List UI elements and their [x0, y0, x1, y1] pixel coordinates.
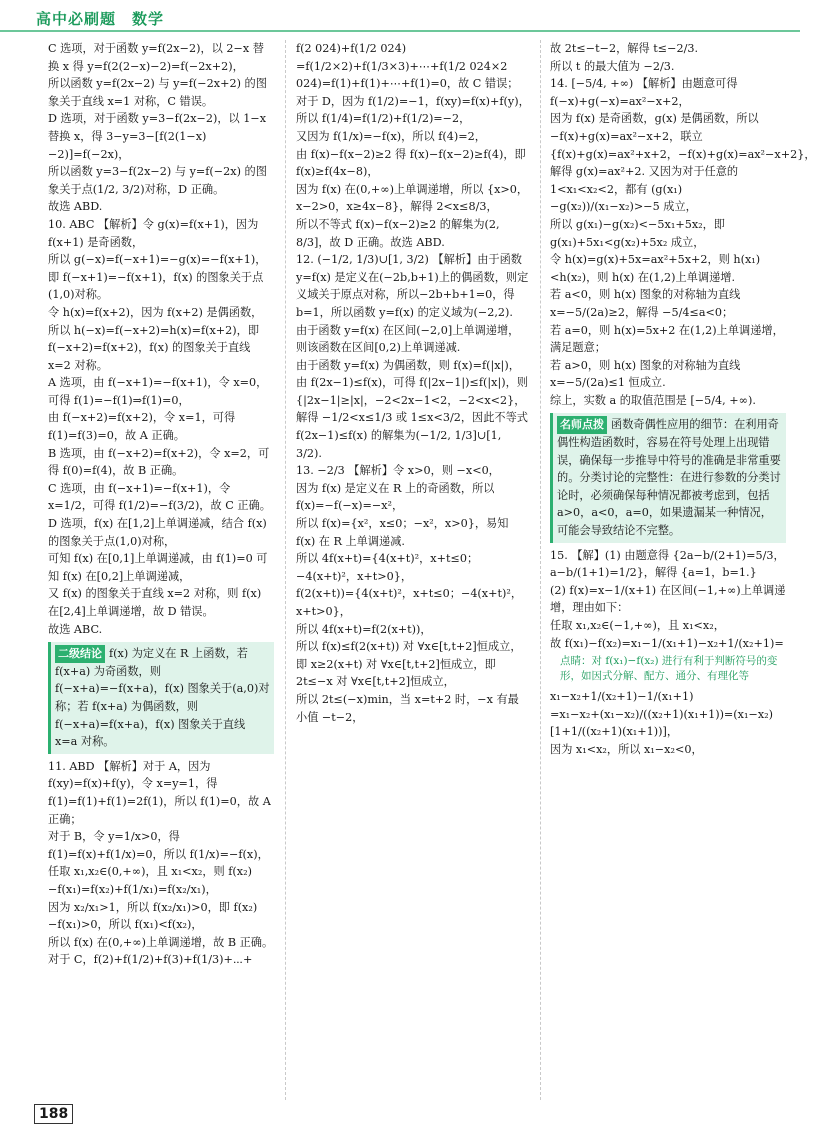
conclusion-text: f(x) 为定义在 R 上函数，若 f(x+a) 为奇函数，则 f(−x+a)=−f(x+a)，f(x) 图象关于(a,0)对称；若 f(x+a) 为偶函数，则 f(−x+a)=f(x+a)，f(x) 图象关于直线 x=a 对称。: [55, 647, 270, 749]
paragraph: 由于函数 y=f(x) 为偶函数，则 f(x)=f(|x|)，由 f(2x−1)≤f(x)，可得 f(|2x−1|)≤f(|x|)，则 {|2x−1|≥|x|，−2<2x−1<2，−2<x<2}，: [296, 358, 528, 407]
tips-box: [550, 413, 786, 542]
paragraph: 综上，实数 a 的取值范围是 [−5/4, +∞).: [550, 393, 756, 407]
paragraph: 12. (−1/2, 1/3)∪[1, 3/2) 【解析】由于函数 y=f(x) 是定义在(−2b,b+1)上的偶函数，则定义域关于原点对称，所以−2b+b+1=0，得 b=1，所以函数 y=f(x) 的定义域为(−2,2).: [296, 253, 529, 319]
tips-tag: 名师点拨: [557, 416, 607, 434]
margin-note: 点睛：对 f(x₁)−f(x₂) 进行有利于判断符号的变形，如因式分解、配方、通分、有理化等: [560, 655, 778, 683]
paragraph: 所以 t 的最大值为 −2/3.: [550, 59, 675, 73]
paragraph: x₁−x₂+1/(x₂+1)−1/(x₁+1): [550, 690, 694, 704]
paragraph: 所以 f(x)={x²，x≤0；−x²，x>0}，易知 f(x) 在 R 上单调递减.: [296, 517, 509, 548]
paragraph: D 选项，f(x) 在[1,2]上单调递减，结合 f(x) 的图象关于点(1,0)对称，: [48, 517, 267, 548]
column-right: [550, 40, 816, 1100]
paragraph: 由于函数 y=f(x) 在区间(−2,0]上单调递增，则该函数在区间[0,2)上单调递减.: [296, 323, 520, 355]
column-middle: [296, 40, 530, 1100]
paragraph: C 选项，由 f(−x+1)=−f(x+1)，令 x=1/2，可得 f(1/2)=−f(3/2)，故 C 正确。: [48, 481, 271, 513]
paragraph: 对于 D，因为 f(1/2)=−1，f(xy)=f(x)+f(y)，所以 f(1/4)=f(1/2)+f(1/2)=−2，: [296, 94, 530, 126]
header-divider: [0, 30, 800, 32]
tips-text: 函数奇偶性应用的细节：在利用奇偶性构造函数时，容易在符号处理上出现错误，确保每一步推导中符号的准确是非常重要的。分类讨论的完整性：在进行参数的分类讨论时，必须确保每种情况都被考虑到，包括 a>0，a<0，a=0，如果遗漏某一种情况，可能会导致结论不完整。: [557, 418, 781, 538]
paragraph: 任取 x₁,x₂∈(−1,+∞)，且 x₁<x₂，: [550, 619, 725, 632]
paragraph: (2) f(x)=x−1/(x+1) 在区间(−1,+∞)上单调递增，理由如下：: [550, 583, 786, 615]
page-number: 188: [34, 1104, 73, 1124]
paragraph: 解得 −1/2<x≤1/3 或 1≤x<3/2，因此不等式 f(2x−1)≤f(x) 的解集为(−1/2, 1/3]∪[1, 3/2).: [296, 411, 528, 460]
paragraph: 因为 f(x) 是定义在 R 上的奇函数，所以 f(x)=−f(−x)=−x²，: [296, 481, 495, 513]
column-left: [48, 40, 274, 1100]
paragraph: 所以 h(−x)=f(−x+2)=h(x)=f(x+2)，即 f(−x+2)=f(x+2)，f(x) 的图象关于直线 x=2 对称。: [48, 323, 260, 372]
paragraph: 若 a=0，则 h(x)=5x+2 在(1,2)上单调递增，满足题意；: [550, 323, 784, 355]
paragraph: 由 f(−x+2)=f(x+2)，令 x=1，可得 f(1)=f(3)=0，故 A 正确。: [48, 411, 236, 443]
paragraph: 所以 f(x)≤f(2(x+t)) 对 ∀x∈[t,t+2]恒成立，: [296, 640, 522, 654]
col3b-paragraphs: [550, 547, 786, 653]
paragraph: =x₁−x₂+(x₁−x₂)/((x₂+1)(x₁+1))=(x₁−x₂)[1+1/((x₂+1)(x₁+1))]，: [550, 707, 773, 739]
paragraph: 又因为 f(1/x)=−f(x)，所以 f(4)=2，: [296, 129, 486, 143]
column-divider-1: [285, 40, 287, 1100]
paragraph: 因为 x₂/x₁>1，所以 f(x₂/x₁)>0，即 f(x₂)−f(x₁)>0，所以 f(x₁)<f(x₂)，: [48, 900, 258, 932]
paragraph: =f(1/2×2)+f(1/3×3)+⋯+f(1/2 024×2 024)=f(1)+f(1)+⋯+f(1)=0，故 C 错误；: [296, 59, 519, 91]
paragraph: 解得 g(x)=ax²+2. 又因为对于任意的 1<x₁<x₂<2，都有 (g(x₁)−g(x₂))/(x₁−x₂)>−5 成立，: [550, 165, 739, 214]
paragraph: 11. ABD 【解析】对于 A，因为 f(xy)=f(x)+f(y)，令 x=y=1，得 f(1)=f(1)+f(1)=2f(1)，所以 f(1)=0，故 A 正确；: [48, 759, 271, 826]
paragraph: 若 a>0，则 h(x) 图象的对称轴为直线 x=−5/(2a)≤1 恒成立.: [550, 358, 741, 390]
paragraph: 由 f(x)−f(x−2)≥2 得 f(x)−f(x−2)≥f(4)，即 f(x)≥f(4x−8)，: [296, 147, 526, 179]
paragraph: 若 a<0，则 h(x) 图象的对称轴为直线 x=−5/(2a)≥2，解得 −5/4≤a<0；: [550, 288, 741, 319]
paragraph: 即 f(−x+1)=−f(x+1)，f(x) 的图象关于点(1,0)对称。: [48, 270, 264, 302]
conclusion-box: [48, 642, 274, 754]
paragraph: 令 h(x)=f(x+2)，因为 f(x+2) 是偶函数，: [48, 305, 263, 319]
paragraph: 即 x≥2(x+t) 对 ∀x∈[t,t+2]恒成立，即 2t≤−x 对 ∀x∈[t,t+2]恒成立，: [296, 657, 496, 689]
paragraph: 故选 ABC.: [48, 622, 103, 636]
paragraph: 因为 f(x) 在(0,+∞)上单调递增，所以 {x>0，x−2>0，x≥4x−8}，解得 2<x≤8/3，: [296, 182, 529, 214]
conclusion-tag: 二级结论: [55, 645, 105, 663]
paragraph: 故 2t≤−t−2，解得 t≤−2/3.: [550, 42, 699, 55]
paragraph: C 选项，对于函数 y=f(2x−2)，以 2−x 替换 x 得 y=f(2(2−x)−2)=f(−2x+2)，: [48, 42, 264, 73]
paragraph: 13. −2/3 【解析】令 x>0，则 −x<0，: [296, 464, 500, 478]
paragraph: 所以 g(−x)=f(−x+1)=−g(x)=−f(x+1)，: [48, 253, 267, 267]
paragraph: 所以函数 y=f(2x−2) 与 y=f(−2x+2) 的图象关于直线 x=1 对称，C 错误。: [48, 77, 267, 108]
paragraph: 令 h(x)=g(x)+5x=ax²+5x+2，则 h(x₁)<h(x₂)，则 h(x) 在(1,2)上单调递增.: [550, 253, 761, 284]
paragraph: f(2 024)+f(1/2 024): [296, 42, 407, 55]
paragraph: 任取 x₁,x₂∈(0,+∞)，且 x₁<x₂，则 f(x₂)−f(x₁)=f(x₂)+f(1/x₁)=f(x₂/x₁)，: [48, 865, 252, 896]
paragraph: f(2(x+t))={4(x+t)²，x+t≤0；−4(x+t)²，x+t>0}，: [296, 587, 523, 618]
paragraph: 14. [−5/4, +∞) 【解析】由题意可得 f(−x)+g(−x)=ax²−x+2，: [550, 77, 738, 108]
paragraph: A 选项，由 f(−x+1)=−f(x+1)，令 x=0，可得 f(1)=−f(1)⇒f(1)=0，: [48, 376, 268, 407]
col2-paragraphs: [296, 40, 530, 726]
paragraph: 所以 4f(x+t)={4(x+t)²，x+t≤0；−4(x+t)²，x+t>0}，: [296, 552, 479, 583]
paragraph: 因为 f(x) 是奇函数，g(x) 是偶函数，所以 −f(x)+g(x)=ax²−x+2，联立 {f(x)+g(x)=ax²+x+2，−f(x)+g(x)=ax²−x+2}，: [550, 112, 816, 161]
page-header: 高中必刷题 数学: [36, 10, 165, 28]
paragraph: 所以 f(x) 在(0,+∞)上单调递增，故 B 正确。: [48, 935, 274, 949]
paragraph: 可知 f(x) 在[0,1]上单调递减，由 f(1)=0 可知 f(x) 在[0,2]上单调递减，: [48, 552, 268, 583]
paragraph: 所以 4f(x+t)=f(2(x+t))，: [296, 622, 432, 636]
paragraph: 故 f(x₁)−f(x₂)=x₁−1/(x₁+1)−x₂+1/(x₂+1)=: [550, 636, 784, 650]
paragraph: 对于 B，令 y=1/x>0，得 f(1)=f(x)+f(1/x)=0，所以 f(1/x)=−f(x)，: [48, 830, 269, 861]
paragraph: B 选项，由 f(−x+2)=f(x+2)，令 x=2，可得 f(0)=f(4)，故 B 正确。: [48, 446, 270, 478]
paragraph: 所以 2t≤(−x)min，当 x=t+2 时，−x 有最小值 −t−2，: [296, 692, 519, 724]
paragraph: 因为 x₁<x₂，所以 x₁−x₂<0，: [550, 742, 703, 756]
column-divider-2: [540, 40, 542, 1100]
paragraph: 对于 C，f(2)+f(1/2)+f(3)+f(1/3)+⋯+: [48, 953, 253, 967]
col3c-paragraphs: [550, 688, 786, 758]
paragraph: D 选项，对于函数 y=3−f(2x−2)，以 1−x 替换 x，得 3−y=3−[f(2(1−x)−2)]=f(−2x)，: [48, 112, 267, 161]
paragraph: 15. 【解】(1) 由题意得 {2a−b/(2+1)=5/3，a−b/(1+1)=1/2}，解得 {a=1，b=1.}: [550, 548, 785, 580]
paragraph: 所以 g(x₁)−g(x₂)<−5x₁+5x₂，即 g(x₁)+5x₁<g(x₂)+5x₂ 成立，: [550, 217, 725, 249]
paragraph: 又 f(x) 的图象关于直线 x=2 对称，则 f(x) 在[2,4]上单调递增，故 D 错误。: [48, 587, 262, 618]
col1b-paragraphs: [48, 758, 274, 969]
paragraph: 故选 ABD.: [48, 200, 103, 214]
col3-paragraphs: [550, 40, 816, 409]
col1-paragraphs: [48, 40, 274, 638]
paragraph: 所以函数 y=3−f(2x−2) 与 y=f(−2x) 的图象关于点(1/2, 3/2)对称，D 正确。: [48, 165, 267, 196]
paragraph: 10. ABC 【解析】令 g(x)=f(x+1)，因为 f(x+1) 是奇函数，: [48, 217, 259, 249]
paragraph: 所以不等式 f(x)−f(x−2)≥2 的解集为(2, 8/3]，故 D 正确。故选 ABD.: [296, 217, 500, 249]
